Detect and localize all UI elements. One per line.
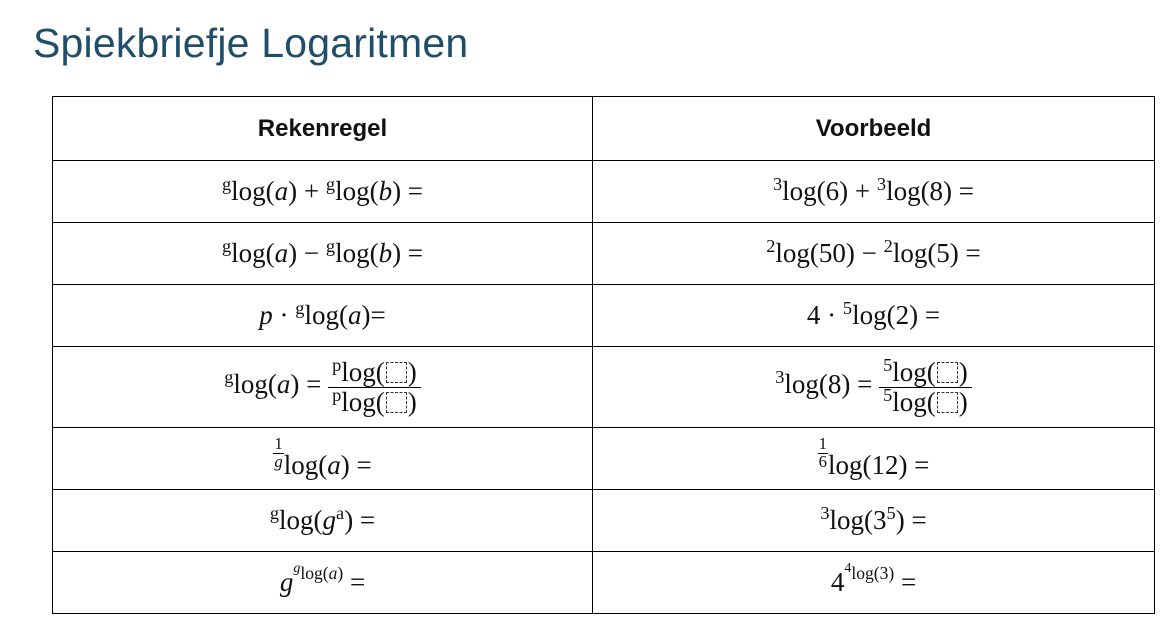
log-base: 5 xyxy=(883,384,893,405)
log-base: g xyxy=(224,367,234,388)
log-rules-table xyxy=(52,96,1155,614)
formula-text: log( xyxy=(892,357,936,388)
base-fraction xyxy=(273,433,283,471)
formula-text: log(2) = xyxy=(852,300,941,330)
formula-text: ) + xyxy=(288,176,326,206)
rule-cell xyxy=(53,223,593,285)
formula-text: log( xyxy=(279,505,323,535)
log-base: 3 xyxy=(876,173,887,194)
placeholder-box xyxy=(386,392,407,413)
example-cell xyxy=(593,285,1155,347)
formula xyxy=(820,502,927,535)
rule-cell xyxy=(53,347,593,428)
log-base: g xyxy=(221,235,232,256)
variable: b xyxy=(378,176,393,206)
formula-text: log( xyxy=(300,562,329,583)
formula-text: log( xyxy=(335,238,379,268)
formula-text: log(3 xyxy=(829,505,887,535)
table-row xyxy=(53,223,1155,285)
formula-text: log(6) + xyxy=(782,176,877,206)
formula-text: log( xyxy=(892,386,936,417)
log-base: g xyxy=(221,173,232,194)
formula-text: ) xyxy=(958,357,968,388)
denominator xyxy=(879,384,972,417)
example-cell xyxy=(593,161,1155,223)
rule-cell xyxy=(53,552,593,614)
formula xyxy=(279,559,366,597)
formula-text: log( xyxy=(231,238,275,268)
formula-text: ) xyxy=(958,386,968,417)
log-base: 3 xyxy=(820,502,830,523)
formula xyxy=(269,502,376,535)
fraction xyxy=(328,355,421,417)
formula-text: log( xyxy=(341,386,385,417)
variable: g xyxy=(279,567,294,597)
formula-text: log( xyxy=(304,300,348,330)
formula xyxy=(224,355,421,417)
formula xyxy=(273,433,372,481)
formula-text: ) = xyxy=(392,176,424,206)
formula xyxy=(775,355,972,417)
table-row xyxy=(53,490,1155,552)
variable: a xyxy=(328,562,338,583)
log-base: g xyxy=(325,235,336,256)
formula xyxy=(772,173,975,206)
formula xyxy=(221,173,424,206)
example-cell xyxy=(593,428,1155,490)
log-base: g xyxy=(325,173,336,194)
variable: a xyxy=(276,369,291,400)
numerator xyxy=(879,355,972,388)
log-base: 5 xyxy=(883,355,893,376)
log-base: g xyxy=(269,502,280,523)
variable: g xyxy=(322,505,337,535)
exponent xyxy=(293,559,344,583)
formula xyxy=(830,559,917,597)
placeholder-box xyxy=(937,392,958,413)
table-header-row xyxy=(53,97,1155,161)
formula-text: ) = xyxy=(340,450,372,481)
log-base: 2 xyxy=(883,235,893,256)
formula-text: log( xyxy=(283,450,328,481)
formula-text: ) = xyxy=(392,238,424,268)
formula-text: ) xyxy=(407,386,417,417)
example-cell xyxy=(593,347,1155,428)
example-cell xyxy=(593,223,1155,285)
table-row xyxy=(53,552,1155,614)
formula xyxy=(221,235,424,268)
denominator: 6 xyxy=(818,451,827,471)
variable: a xyxy=(274,238,289,268)
rule-cell xyxy=(53,490,593,552)
variable: a xyxy=(327,450,341,481)
placeholder-box xyxy=(937,362,958,383)
table-row xyxy=(53,161,1155,223)
rule-cell xyxy=(53,161,593,223)
example-cell xyxy=(593,552,1155,614)
formula-text: log(3) xyxy=(851,562,895,583)
numerator xyxy=(328,355,421,388)
formula-text: log(8) = xyxy=(784,369,880,400)
formula-text: ) − xyxy=(288,238,326,268)
formula-text: ) = xyxy=(290,369,329,400)
table-row xyxy=(53,428,1155,490)
formula-text: log( xyxy=(341,357,385,388)
variable: a xyxy=(347,300,362,330)
example-cell xyxy=(593,490,1155,552)
formula-text: · xyxy=(272,300,296,330)
exponent: 5 xyxy=(886,502,896,523)
formula xyxy=(259,297,386,330)
rule-cell xyxy=(53,428,593,490)
formula-text: ) = xyxy=(895,505,927,535)
formula-text: )= xyxy=(361,300,386,330)
formula xyxy=(818,433,930,481)
log-base: p xyxy=(332,384,342,405)
formula-text: log( xyxy=(231,176,275,206)
log-base: 3 xyxy=(772,173,783,194)
log-base: g xyxy=(293,559,301,576)
formula-text: ) = xyxy=(344,505,376,535)
table-row xyxy=(53,285,1155,347)
rule-cell xyxy=(53,285,593,347)
formula-text: log(8) = xyxy=(886,176,975,206)
exponent: a xyxy=(336,502,345,523)
log-base: 3 xyxy=(775,367,785,388)
numerator: 1 xyxy=(274,433,283,453)
denominator xyxy=(328,384,421,417)
denominator: g xyxy=(274,451,283,471)
formula xyxy=(806,297,941,330)
fraction xyxy=(879,355,972,417)
log-base: 4 xyxy=(844,559,852,576)
formula-text: ) xyxy=(337,562,344,583)
column-header-rule: Rekenregel xyxy=(53,97,593,161)
table-row xyxy=(53,347,1155,428)
column-header-example: Voorbeeld xyxy=(593,97,1155,161)
exponent xyxy=(844,559,895,583)
formula-text: = xyxy=(894,567,917,597)
log-base: p xyxy=(332,355,342,376)
formula-text: ) xyxy=(407,357,417,388)
formula-text: log(5) = xyxy=(892,238,981,268)
page-title: Spiekbriefje Logaritmen xyxy=(33,20,469,66)
formula-text: log( xyxy=(335,176,379,206)
numerator: 1 xyxy=(818,433,827,453)
placeholder-box xyxy=(386,362,407,383)
variable: b xyxy=(378,238,393,268)
variable: a xyxy=(274,176,289,206)
log-base: g xyxy=(295,297,305,318)
formula-text: 4 · xyxy=(806,300,843,330)
log-base: 5 xyxy=(842,297,853,318)
formula-text: log( xyxy=(233,369,277,400)
formula xyxy=(766,235,981,268)
formula-text: log(50) − xyxy=(775,238,884,268)
log-base: 2 xyxy=(766,235,776,256)
base-fraction xyxy=(818,433,828,471)
formula-text: 4 xyxy=(830,567,845,597)
variable: p xyxy=(259,300,273,330)
formula-text: log(12) = xyxy=(827,450,930,481)
formula-text: = xyxy=(343,567,366,597)
